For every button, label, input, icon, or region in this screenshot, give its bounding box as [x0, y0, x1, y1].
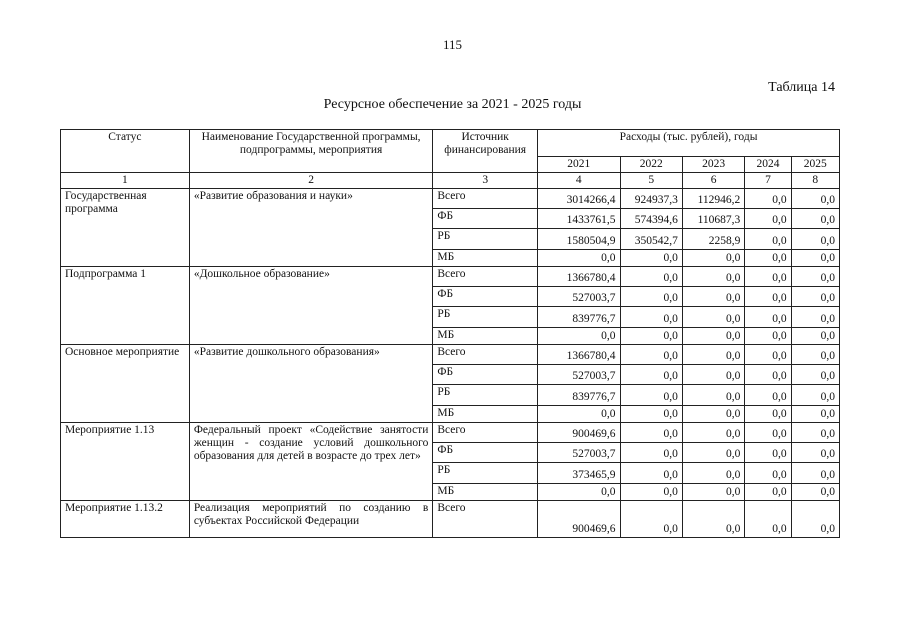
- value-cell: 0,0: [745, 307, 791, 328]
- source-cell: Всего: [433, 189, 538, 209]
- column-number: 6: [682, 173, 744, 189]
- value-cell: 0,0: [745, 385, 791, 406]
- source-cell: МБ: [433, 250, 538, 267]
- table-row: [61, 267, 840, 287]
- value-cell: 0,0: [791, 345, 839, 365]
- table-title: Ресурсное обеспечение за 2021 - 2025 годы: [323, 97, 582, 112]
- value-cell: 350542,7: [620, 229, 682, 250]
- value-cell: 0,0: [791, 250, 839, 267]
- column-number: 7: [745, 173, 791, 189]
- value-cell: 900469,6: [538, 423, 621, 443]
- name-cell: Реализация мероприятий по созданию в субъектах Российской Федерации: [189, 501, 433, 538]
- value-cell: 0,0: [620, 385, 682, 406]
- value-cell: 3014266,4: [538, 189, 621, 209]
- value-cell: 112946,2: [682, 189, 744, 209]
- value-cell: 0,0: [620, 307, 682, 328]
- status-cell: Основное мероприятие: [61, 345, 190, 423]
- source-cell: ФБ: [433, 209, 538, 229]
- value-cell: 0,0: [791, 267, 839, 287]
- value-cell: 0,0: [791, 385, 839, 406]
- value-cell: 0,0: [791, 484, 839, 501]
- value-cell: 0,0: [682, 443, 744, 463]
- source-cell: Всего: [433, 501, 538, 538]
- column-number: 8: [791, 173, 839, 189]
- source-cell: Всего: [433, 345, 538, 365]
- value-cell: 0,0: [745, 501, 791, 538]
- value-cell: 0,0: [620, 423, 682, 443]
- value-cell: 0,0: [538, 328, 621, 345]
- value-cell: 900469,6: [538, 501, 621, 538]
- value-cell: 839776,7: [538, 385, 621, 406]
- source-cell: РБ: [433, 229, 538, 250]
- source-cell: ФБ: [433, 443, 538, 463]
- value-cell: 0,0: [620, 484, 682, 501]
- value-cell: 0,0: [791, 501, 839, 538]
- source-cell: МБ: [433, 484, 538, 501]
- status-cell: Мероприятие 1.13: [61, 423, 190, 501]
- value-cell: 373465,9: [538, 463, 621, 484]
- value-cell: 0,0: [620, 328, 682, 345]
- source-cell: ФБ: [433, 365, 538, 385]
- value-cell: 0,0: [620, 501, 682, 538]
- column-number: 2: [189, 173, 433, 189]
- source-cell: РБ: [433, 463, 538, 484]
- header-name: Наименование Государственной программы, подпрограммы, мероприятия: [189, 130, 433, 173]
- value-cell: 0,0: [538, 250, 621, 267]
- value-cell: 1366780,4: [538, 345, 621, 365]
- header-source: Источник финансирования: [433, 130, 538, 173]
- value-cell: 0,0: [682, 345, 744, 365]
- value-cell: 0,0: [791, 443, 839, 463]
- header-status: Статус: [61, 130, 190, 173]
- value-cell: 0,0: [745, 484, 791, 501]
- header-expenses: Расходы (тыс. рублей), годы: [538, 130, 840, 157]
- value-cell: 0,0: [682, 250, 744, 267]
- value-cell: 0,0: [791, 229, 839, 250]
- name-cell: Федеральный проект «Содействие занятости женщин - создание условий дошкольного образования для детей в возрасте до трех лет»: [189, 423, 433, 501]
- value-cell: 0,0: [682, 423, 744, 443]
- header-year: 2021: [538, 157, 621, 173]
- column-number: 4: [538, 173, 621, 189]
- value-cell: 0,0: [745, 463, 791, 484]
- table-row: [61, 345, 840, 365]
- value-cell: 0,0: [745, 406, 791, 423]
- value-cell: 1366780,4: [538, 267, 621, 287]
- status-cell: Подпрограмма 1: [61, 267, 190, 345]
- name-cell: «Дошкольное образование»: [189, 267, 433, 345]
- status-cell: Государственная программа: [61, 189, 190, 267]
- value-cell: 0,0: [620, 406, 682, 423]
- table-label: Таблица 14: [768, 80, 835, 95]
- value-cell: 527003,7: [538, 365, 621, 385]
- value-cell: 0,0: [620, 345, 682, 365]
- table-row: [61, 189, 840, 209]
- value-cell: 0,0: [791, 463, 839, 484]
- value-cell: 0,0: [620, 267, 682, 287]
- value-cell: 0,0: [682, 307, 744, 328]
- value-cell: 0,0: [745, 328, 791, 345]
- value-cell: 0,0: [682, 287, 744, 307]
- status-cell: Мероприятие 1.13.2: [61, 501, 190, 538]
- resource-table: [60, 129, 840, 538]
- value-cell: 0,0: [745, 365, 791, 385]
- value-cell: 574394,6: [620, 209, 682, 229]
- value-cell: 0,0: [745, 229, 791, 250]
- value-cell: 0,0: [791, 328, 839, 345]
- source-cell: ФБ: [433, 287, 538, 307]
- column-number-row: [61, 173, 840, 189]
- page-number: 115: [442, 37, 463, 52]
- header-year: 2025: [791, 157, 839, 173]
- value-cell: 839776,7: [538, 307, 621, 328]
- value-cell: 0,0: [682, 385, 744, 406]
- value-cell: 0,0: [745, 287, 791, 307]
- header-year: 2022: [620, 157, 682, 173]
- value-cell: 0,0: [745, 250, 791, 267]
- column-number: 5: [620, 173, 682, 189]
- value-cell: 0,0: [791, 423, 839, 443]
- value-cell: 0,0: [620, 250, 682, 267]
- value-cell: 0,0: [538, 484, 621, 501]
- value-cell: 0,0: [682, 328, 744, 345]
- header-year: 2023: [682, 157, 744, 173]
- value-cell: 0,0: [791, 365, 839, 385]
- value-cell: 0,0: [745, 443, 791, 463]
- header-row: [61, 130, 840, 157]
- value-cell: 110687,3: [682, 209, 744, 229]
- value-cell: 0,0: [682, 463, 744, 484]
- value-cell: 0,0: [682, 365, 744, 385]
- value-cell: 0,0: [682, 501, 744, 538]
- column-number: 3: [433, 173, 538, 189]
- value-cell: 0,0: [682, 406, 744, 423]
- value-cell: 0,0: [682, 267, 744, 287]
- value-cell: 0,0: [745, 345, 791, 365]
- source-cell: РБ: [433, 307, 538, 328]
- value-cell: 0,0: [538, 406, 621, 423]
- value-cell: 0,0: [791, 307, 839, 328]
- value-cell: 0,0: [620, 443, 682, 463]
- value-cell: 527003,7: [538, 287, 621, 307]
- source-cell: Всего: [433, 423, 538, 443]
- value-cell: 0,0: [791, 287, 839, 307]
- column-number: 1: [61, 173, 190, 189]
- source-cell: Всего: [433, 267, 538, 287]
- value-cell: 527003,7: [538, 443, 621, 463]
- value-cell: 0,0: [791, 406, 839, 423]
- value-cell: 0,0: [620, 365, 682, 385]
- value-cell: 0,0: [745, 267, 791, 287]
- source-cell: МБ: [433, 406, 538, 423]
- value-cell: 1580504,9: [538, 229, 621, 250]
- value-cell: 2258,9: [682, 229, 744, 250]
- source-cell: МБ: [433, 328, 538, 345]
- value-cell: 0,0: [682, 484, 744, 501]
- name-cell: «Развитие образования и науки»: [189, 189, 433, 267]
- value-cell: 0,0: [620, 463, 682, 484]
- source-cell: РБ: [433, 385, 538, 406]
- value-cell: 0,0: [620, 287, 682, 307]
- value-cell: 1433761,5: [538, 209, 621, 229]
- name-cell: «Развитие дошкольного образования»: [189, 345, 433, 423]
- value-cell: 0,0: [745, 189, 791, 209]
- table-row: [61, 501, 840, 538]
- value-cell: 0,0: [791, 209, 839, 229]
- value-cell: 0,0: [745, 209, 791, 229]
- value-cell: 0,0: [791, 189, 839, 209]
- value-cell: 924937,3: [620, 189, 682, 209]
- value-cell: 0,0: [745, 423, 791, 443]
- header-year: 2024: [745, 157, 791, 173]
- table-row: [61, 423, 840, 443]
